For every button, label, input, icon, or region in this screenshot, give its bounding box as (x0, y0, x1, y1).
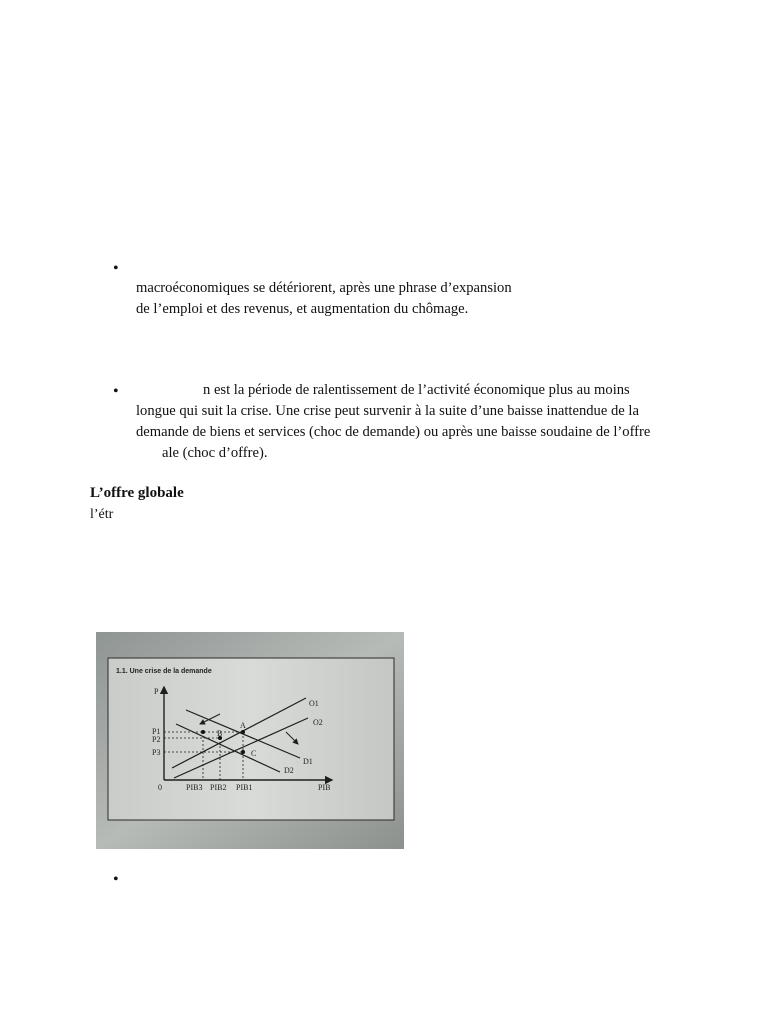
price-label-p1: P1 (152, 727, 161, 736)
paragraph-line: ale (choc d’offre). (162, 445, 268, 461)
curve-label-o2: O2 (313, 718, 323, 727)
paragraph-line: macroéconomiques se détériorent, après une phrase d’expansion (136, 280, 512, 296)
origin-label: 0 (158, 783, 162, 792)
photo-page (108, 658, 394, 820)
equilibrium-point-c (241, 750, 245, 754)
paragraph-recession-definition (136, 278, 512, 320)
figure-title: 1.1. Une crise de la demande (116, 668, 212, 675)
paragraph-line: demande de biens et services (choc de demande) ou après une baisse soudaine de l’offre (136, 424, 651, 440)
text-fragment: l’étr (90, 507, 114, 522)
pib-label-2: PIB2 (210, 783, 227, 792)
section-heading: L’offre globale (90, 485, 184, 501)
point-label-b: B (217, 729, 223, 738)
demand-crisis-diagram (96, 632, 404, 849)
curve-label-d2: D2 (284, 766, 294, 775)
paragraph-crisis-definition (136, 380, 650, 464)
x-axis-label: PIB (318, 783, 331, 792)
curve-label-d1: D1 (303, 757, 313, 766)
paragraph-line: n est la période de ralentissement de l’activité économique plus au moins (203, 382, 630, 398)
bullet-3: • (113, 871, 119, 888)
paragraph-line: de l’emploi et des revenus, et augmentation du chômage. (136, 301, 469, 317)
price-label-p2: P2 (152, 735, 161, 744)
equilibrium-point-a (241, 730, 245, 734)
paragraph-line: longue qui suit la crise. Une crise peut survenir à la suite d’une baisse inattendue de la (136, 403, 639, 419)
y-axis-label: P (154, 687, 159, 696)
pib-label-3: PIB3 (186, 783, 203, 792)
point-label-c: C (251, 749, 257, 758)
figure-photo (96, 632, 404, 849)
intermediate-point (201, 730, 205, 734)
bullet-1: • (113, 260, 119, 277)
bullet-2: • (113, 383, 119, 400)
pib-label-1: PIB1 (236, 783, 253, 792)
curve-label-o1: O1 (309, 699, 319, 708)
price-label-p3: P3 (152, 748, 161, 757)
point-label-a: A (240, 721, 246, 730)
